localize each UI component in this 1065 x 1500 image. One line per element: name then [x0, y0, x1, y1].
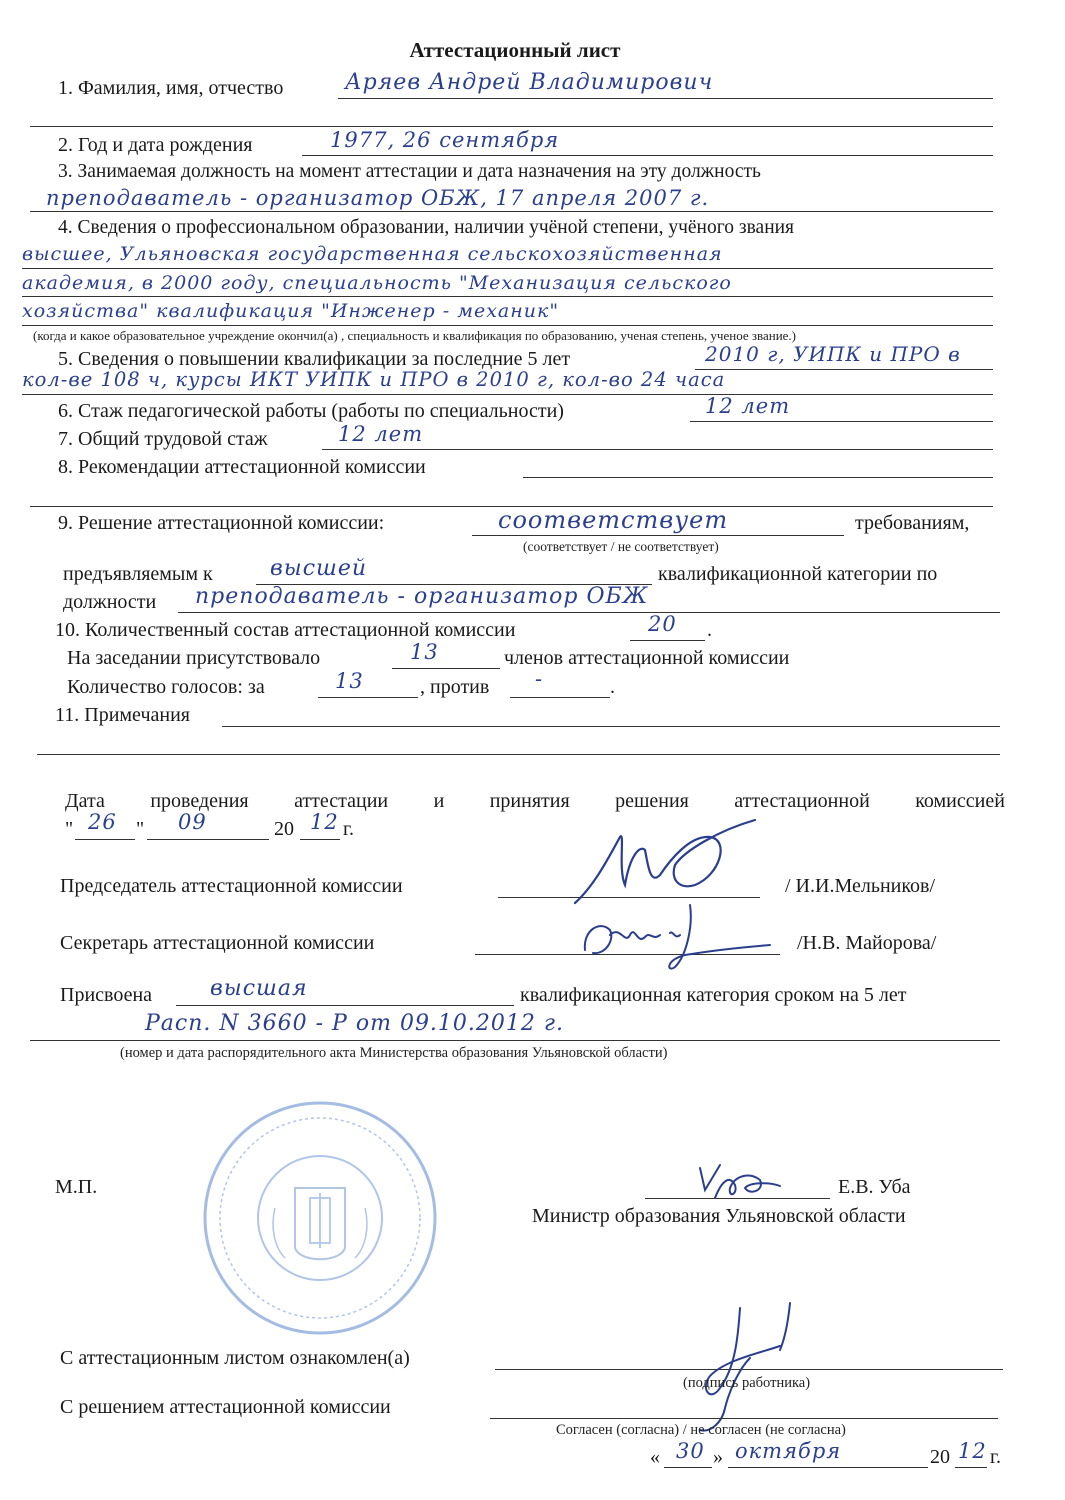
field-9-line [472, 535, 844, 536]
field-10-label: 10. Количественный состав аттестационной комиссии [55, 619, 516, 641]
field-1-line-2 [30, 126, 993, 127]
ack-1-label: С аттестационным листом ознакомлен(а) [60, 1347, 410, 1369]
field-9-category: высшей [270, 556, 368, 581]
field-5-value-2: кол-ве 108 ч, курсы ИКТ УИПК и ПРО в 2010 г, кол-во 24 часа [22, 368, 726, 391]
field-10-line [630, 640, 705, 641]
chairman-label: Председатель аттестационной комиссии [60, 875, 403, 897]
field-10-present-value: 13 [410, 640, 439, 664]
secretary-signature-icon [575, 895, 775, 975]
ack-2-label: С решением аттестационной комиссии [60, 1396, 391, 1418]
field-1-label: 1. Фамилия, имя, отчество [58, 77, 284, 99]
date-word: решения [615, 790, 689, 812]
final-date-day-line [664, 1467, 712, 1468]
field-6-label: 6. Стаж педагогической работы (работы по специальности) [58, 400, 564, 422]
field-5-value-1: 2010 г, УИПК и ПРО в [705, 342, 961, 366]
field-4-line-3 [22, 325, 993, 326]
minister-signature-icon [690, 1160, 810, 1205]
date-year: 12 [310, 810, 339, 834]
date-month-line [147, 839, 269, 840]
minister-name: Е.В. Уба [838, 1176, 911, 1198]
field-9-position-line [178, 612, 1000, 613]
official-seal-icon [200, 1098, 440, 1338]
date-word: проведения [150, 790, 249, 812]
field-4-value-line-1: высшее, Ульяновская государственная сельскохозяйственная [22, 243, 723, 265]
field-4-value-line-3: хозяйства" квалификация "Инженер - механик" [22, 300, 560, 322]
date-word: аттестации [294, 790, 389, 812]
assigned-act-line [30, 1040, 1000, 1041]
ack-2-line [490, 1418, 998, 1419]
date-word: комиссией [915, 790, 1005, 812]
date-year-prefix: 20 [274, 818, 294, 840]
final-date-close: » [713, 1446, 723, 1468]
final-date-year-suffix: г. [990, 1446, 1001, 1468]
field-7-value: 12 лет [338, 422, 424, 446]
date-quote-open: " [65, 818, 74, 840]
field-10-votes-end: . [610, 676, 615, 698]
final-date-year: 12 [958, 1439, 987, 1463]
final-date-year-prefix: 20 [930, 1446, 950, 1468]
field-9-position: преподаватель - организатор ОБЖ [195, 584, 649, 609]
field-10-votes-mid: , против [420, 676, 490, 698]
minister-title: Министр образования Ульяновской области [532, 1205, 906, 1227]
date-word: и [433, 790, 445, 812]
field-3-line [30, 211, 993, 212]
field-10-votes-prefix: Количество голосов: за [67, 676, 265, 698]
field-4-hint: (когда и какое образовательное учреждение окончил(а) , специальность и квалификация по образованию, ученая степень, ученое звание.) [33, 328, 797, 343]
field-5-label: 5. Сведения о повышении квалификации за последние 5 лет [58, 348, 571, 370]
field-10-value: 20 [648, 612, 677, 636]
field-7-line [322, 449, 993, 450]
final-date-month: октября [735, 1439, 842, 1463]
field-2-line [302, 155, 993, 156]
final-date-month-line [728, 1467, 928, 1468]
final-date-open: « [650, 1446, 660, 1468]
field-3-label: 3. Занимаемая должность на момент аттестации и дата назначения на эту должность [58, 161, 761, 182]
date-day: 26 [88, 810, 117, 834]
date-year-line [300, 839, 340, 840]
field-10-votes-against-line [510, 697, 610, 698]
date-month: 09 [178, 810, 207, 834]
document-title: Аттестационный лист [409, 38, 621, 62]
employee-signature-icon [680, 1298, 810, 1438]
field-4-line-1 [22, 268, 993, 269]
secretary-name: /Н.В. Майорова/ [797, 932, 937, 954]
field-9-value: соответствует [498, 506, 729, 534]
assigned-category-line [176, 1005, 514, 1006]
field-3-value: преподаватель - организатор ОБЖ, 17 апреля 2007 г. [46, 186, 710, 210]
field-5-line-1 [695, 369, 993, 370]
field-10-present-suffix: членов аттестационной комиссии [504, 647, 790, 669]
field-4-label: 4. Сведения о профессиональном образовании, наличии учёной степени, учёного звания [58, 217, 795, 238]
ack-2-hint: Согласен (согласна) / не согласен (не согласна) [556, 1422, 846, 1438]
field-7-label: 7. Общий трудовой стаж [58, 428, 268, 450]
final-date-day: 30 [676, 1439, 705, 1463]
date-year-suffix: г. [343, 818, 354, 840]
assigned-hint: (номер и дата распорядительного акта Министерства образования Ульяновской области) [120, 1045, 668, 1061]
field-10-dot: . [707, 619, 712, 641]
field-4-line-2 [22, 296, 993, 297]
field-11-line-2 [37, 754, 1000, 755]
date-text-line [65, 791, 1005, 811]
field-6-value: 12 лет [705, 394, 791, 418]
assigned-suffix: квалификационная категория сроком на 5 лет [520, 984, 907, 1006]
field-10-votes-for-line [318, 697, 418, 698]
field-5-line-2 [22, 394, 993, 395]
assigned-act: Расп. N 3660 - Р от 09.10.2012 г. [145, 1011, 565, 1036]
field-8-line [523, 477, 993, 478]
field-9-suffix: требованиям, [855, 512, 970, 534]
field-11-label: 11. Примечания [55, 704, 190, 726]
secretary-label: Секретарь аттестационной комиссии [60, 932, 375, 954]
field-8-label: 8. Рекомендации аттестационной комиссии [58, 456, 426, 478]
field-10-present-line [392, 668, 500, 669]
date-word: Дата [65, 790, 105, 812]
field-2-value: 1977, 26 сентября [330, 128, 560, 152]
field-10-votes-for: 13 [335, 669, 364, 693]
field-11-line [222, 726, 1000, 727]
field-10-present-prefix: На заседании присутствовало [67, 647, 321, 669]
field-2-label: 2. Год и дата рождения [58, 134, 253, 156]
field-9-line2-prefix: предъявляемым к [63, 563, 213, 585]
field-9-label: 9. Решение аттестационной комиссии: [58, 512, 385, 534]
field-6-line [690, 421, 993, 422]
field-1-line [338, 98, 993, 99]
assigned-prefix: Присвоена [60, 984, 153, 1006]
field-9-line3-prefix: должности [63, 591, 157, 613]
field-10-votes-against: - [535, 667, 544, 691]
date-day-line [75, 839, 135, 840]
seal-place-label: М.П. [55, 1176, 98, 1198]
ack-1-hint: (подпись работника) [683, 1375, 811, 1391]
assigned-category: высшая [210, 976, 308, 1001]
date-quote-close: " [136, 818, 145, 840]
field-9-hint: (соответствует / не соответствует) [523, 539, 719, 554]
chairman-name: / И.И.Мельников/ [785, 875, 936, 897]
date-word: принятия [489, 790, 570, 812]
date-word: аттестационной [734, 790, 870, 812]
field-1-value: Аряев Андрей Владимирович [345, 70, 714, 95]
final-date-year-line [955, 1467, 987, 1468]
field-9-line2-suffix: квалификационной категории по [658, 563, 938, 585]
field-4-value-line-2: академия, в 2000 году, специальность "Механизация сельского [22, 272, 732, 294]
